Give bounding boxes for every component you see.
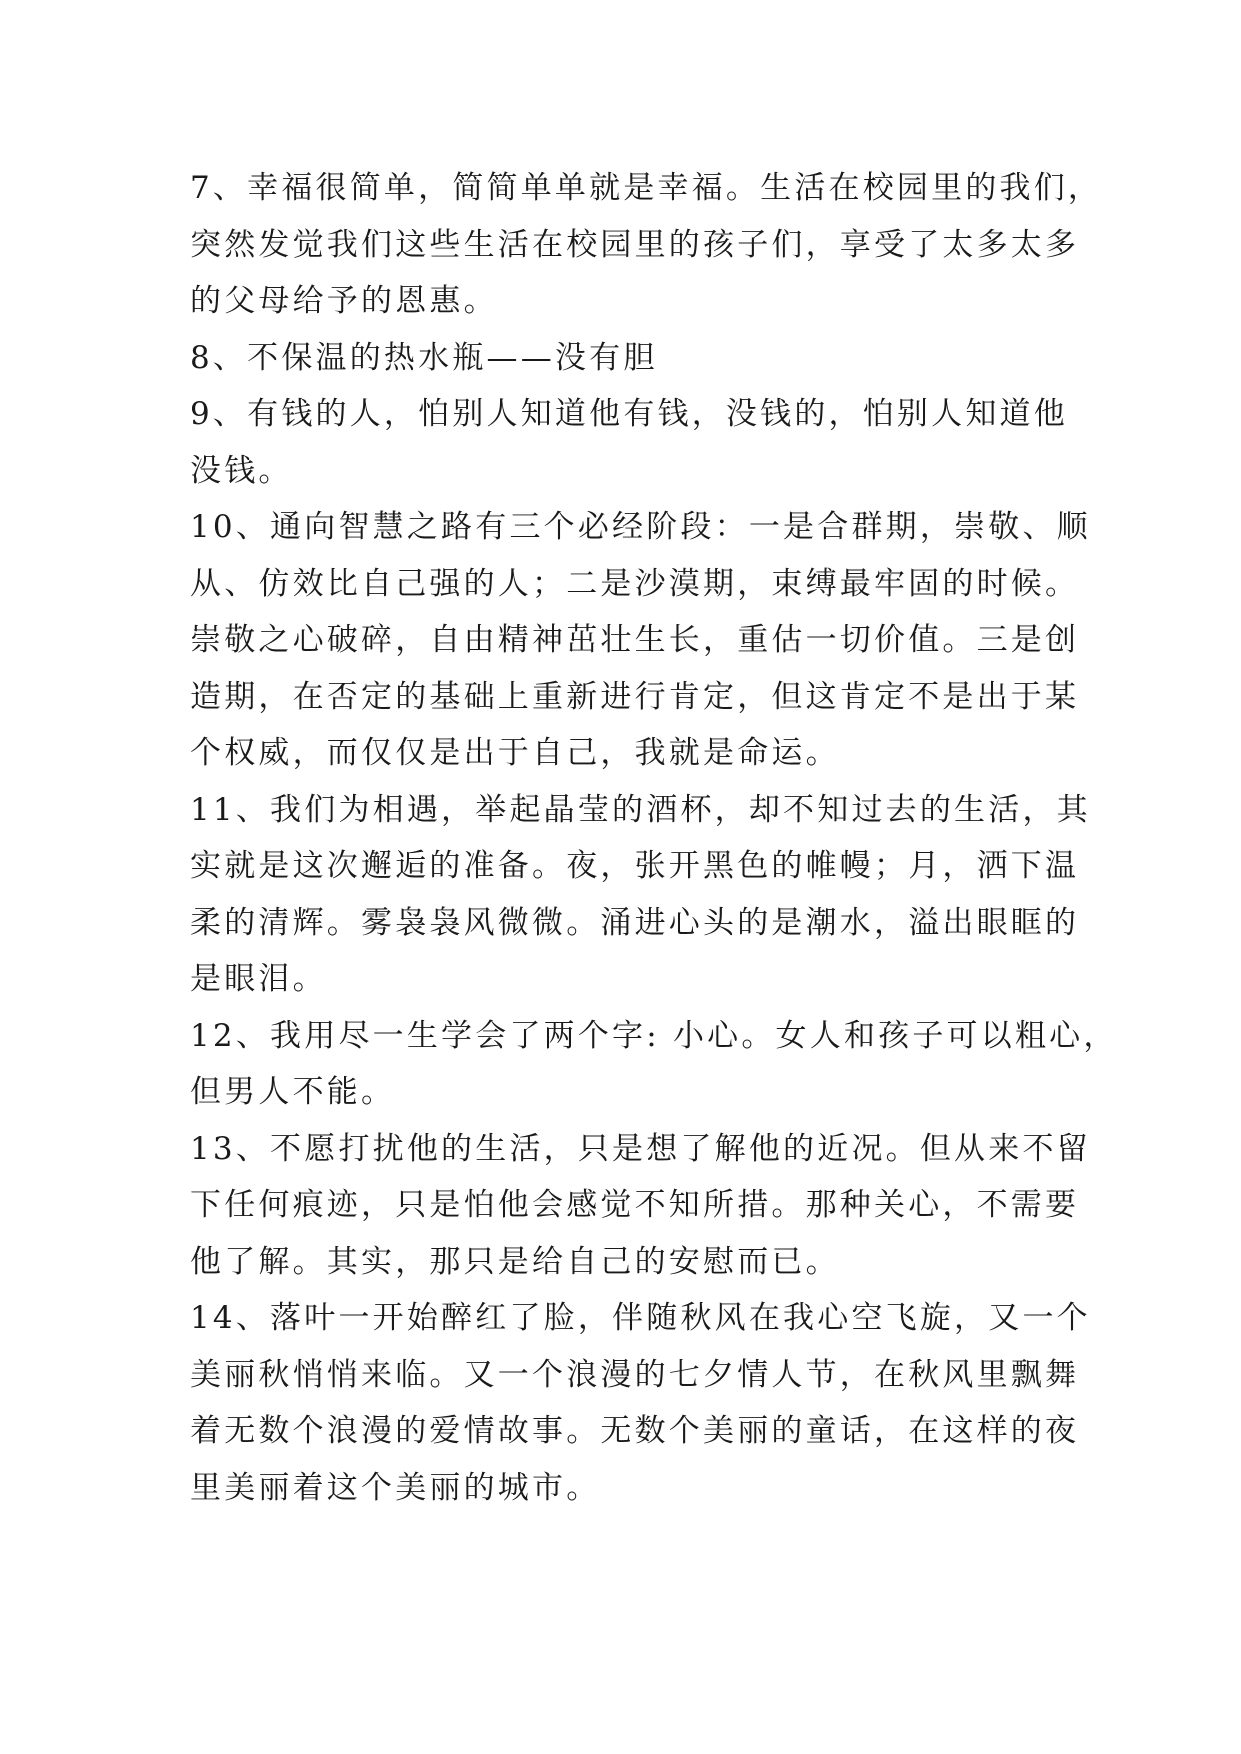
text-line: 个权威，而仅仅是出于自己，我就是命运。 [190, 735, 840, 771]
text-line: 是眼泪。 [190, 961, 327, 997]
text-line: 突然发觉我们这些生活在校园里的孩子们，享受了太多太多 [190, 226, 1080, 263]
text-line: 没钱。 [190, 452, 293, 489]
paragraph-11 [190, 782, 1091, 1008]
text-line: 柔的清辉。雾袅袅风微微。涌进心头的是潮水，溢出眼眶的 [190, 904, 1080, 941]
text-line: 实就是这次邂逅的准备。夜，张开黑色的帷幔；月，洒下温 [190, 848, 1080, 884]
paragraph-7 [190, 160, 1103, 330]
document-body [190, 160, 1118, 1516]
text-line: 8、不保温的热水瓶——没有胆 [190, 339, 658, 376]
text-line: 12、我用尽一生学会了两个字: 小心。女人和孩子可以粗心， [190, 1017, 1118, 1054]
text-line: 着无数个浪漫的爱情故事。无数个美丽的童话，在这样的夜 [190, 1413, 1080, 1449]
text-line: 9、有钱的人，怕别人知道他有钱，没钱的，怕别人知道他 [190, 396, 1068, 432]
text-line: 7、幸福很简单，简简单单就是幸福。生活在校园里的我们， [190, 170, 1103, 206]
text-line: 从、仿效比自己强的人；二是沙漠期，束缚最牢固的时候。 [190, 565, 1080, 602]
text-line: 造期，在否定的基础上重新进行肯定，但这肯定不是出于某 [190, 678, 1080, 715]
paragraph-13 [190, 1121, 1091, 1291]
text-line: 14、落叶一开始醉红了脸，伴随秋风在我心空飞旋，又一个 [190, 1300, 1091, 1336]
text-line: 的父母给予的恩惠。 [190, 283, 498, 319]
paragraph-9 [190, 386, 1070, 499]
paragraph-10 [190, 499, 1091, 782]
text-line: 13、不愿打扰他的生活，只是想了解他的近况。但从来不留 [190, 1130, 1091, 1167]
text-line: 他了解。其实，那只是给自己的安慰而已。 [190, 1243, 840, 1280]
paragraph-14 [190, 1290, 1091, 1516]
text-line: 里美丽着这个美丽的城市。 [190, 1469, 601, 1506]
paragraph-12 [190, 1008, 1118, 1121]
text-line: 崇敬之心破碎，自由精神茁壮生长，重估一切价值。三是创 [190, 622, 1080, 658]
paragraph-8 [190, 330, 1070, 387]
text-line: 美丽秋悄悄来临。又一个浪漫的七夕情人节，在秋风里飘舞 [190, 1356, 1080, 1393]
text-line: 下任何痕迹，只是怕他会感觉不知所措。那种关心，不需要 [190, 1187, 1080, 1223]
text-line: 11、我们为相遇，举起晶莹的酒杯，却不知过去的生活，其 [190, 791, 1091, 828]
text-line: 10、通向智慧之路有三个必经阶段：一是合群期，崇敬、顺 [190, 509, 1091, 545]
text-line: 但男人不能。 [190, 1074, 396, 1110]
